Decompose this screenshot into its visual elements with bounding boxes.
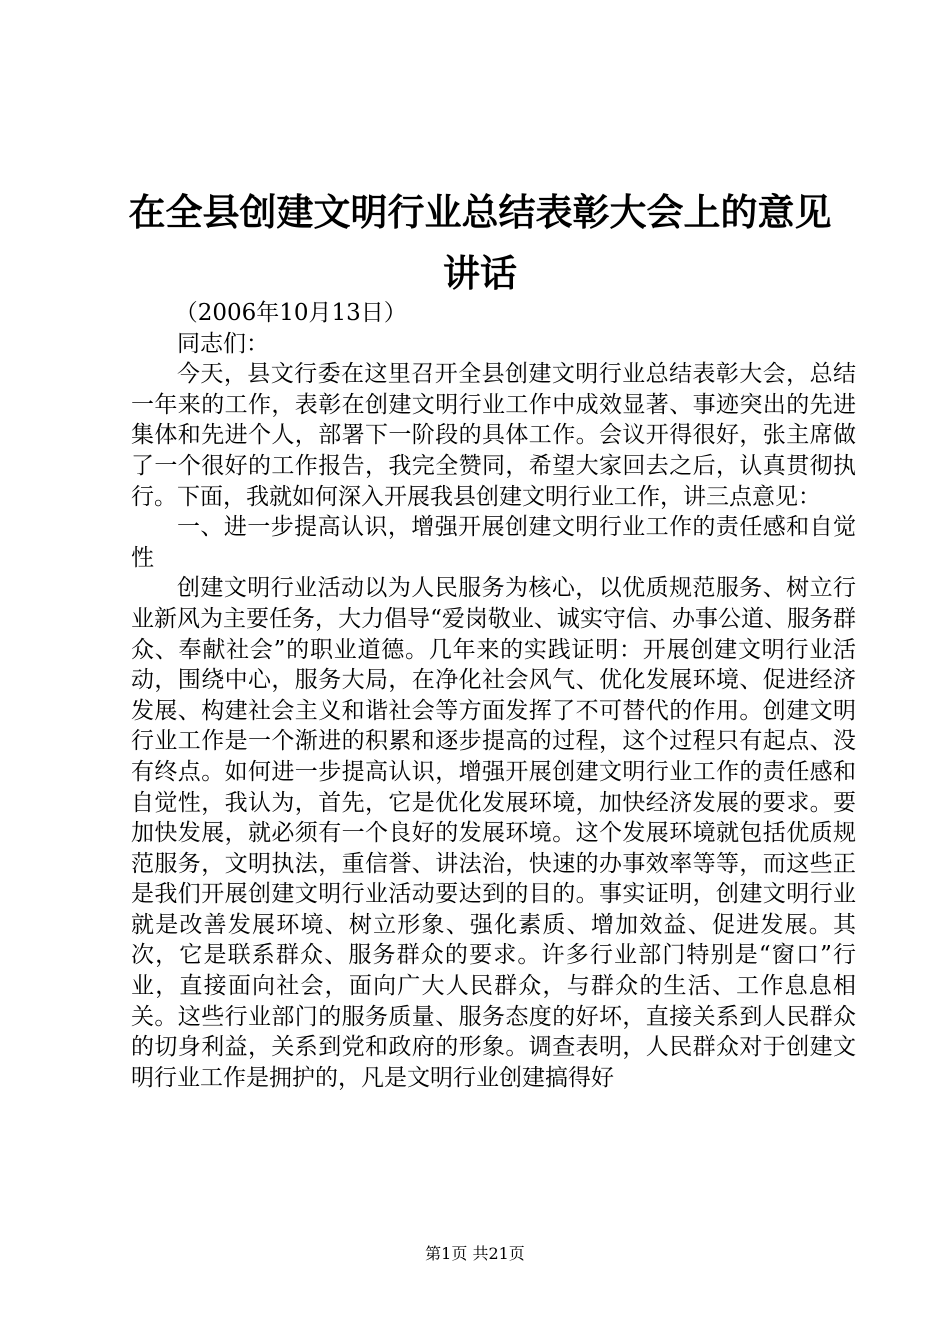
date-line: （2006年10月13日） (174, 300, 407, 326)
salutation: 同志们： (177, 330, 269, 357)
document-title: 在全县创建文明行业总结表彰大会上的意见讲话 (128, 190, 832, 295)
document-body (131, 298, 856, 1093)
paragraph-section-1: 创建文明行业活动以为人民服务为核心，以优质规范服务、树立行业新风为主要任务，大力倡导“爱岗敬业、诚实守信、办事公道、服务群众、奉献社会”的职业道德。几年来的实践证明：开展创建文明行业活动，围绕中心，服务大局，在净化社会风气、优化发展环境、促进经济发展、构建社会主义和谐社会等方面发挥了不可替代的作用。创建文明行业工作是一个渐进的积累和逐步提高的过程，这个过程只有起点、没有终点。如何进一步提高认识，增强开展创建文明行业工作的责任感和自觉性，我认为，首先，它是优化发展环境，加快经济发展的要求。要加快发展，就必须有一个良好的发展环境。这个发展环境就包括优质规范服务，文明执法，重信誉、讲法治，快速的办事效率等等，而这些正是我们开展创建文明行业活动要达到的目的。事实证明，创建文明行业就是改善发展环境、树立形象、强化素质、增加效益、促进发展。其次，它是联系群众、服务群众的要求。许多行业部门特别是“窗口”行业，直接面向社会，面向广大人民群众，与群众的生活、工作息息相关。这些行业部门的服务质量、服务态度的好坏，直接关系到人民群众的切身利益，关系到党和政府的形象。调查表明，人民群众对于创建文明行业工作是拥护的，凡是文明行业创建搞得好 (131, 575, 856, 1091)
section-heading-1: 一、进一步提高认识，增强开展创建文明行业工作的责任感和自觉性 (131, 514, 856, 571)
page-footer: 第1页 共21页 (425, 1244, 525, 1263)
paragraph-intro: 今天，县文行委在这里召开全县创建文明行业总结表彰大会，总结一年来的工作，表彰在创建文明行业工作中成效显著、事迹突出的先进集体和先进个人，部署下一阶段的具体工作。会议开得很好，张主席做了一个很好的工作报告，我完全赞同，希望大家回去之后，认真贯彻执行。下面，我就如何深入开展我县创建文明行业工作，讲三点意见： (131, 361, 856, 510)
